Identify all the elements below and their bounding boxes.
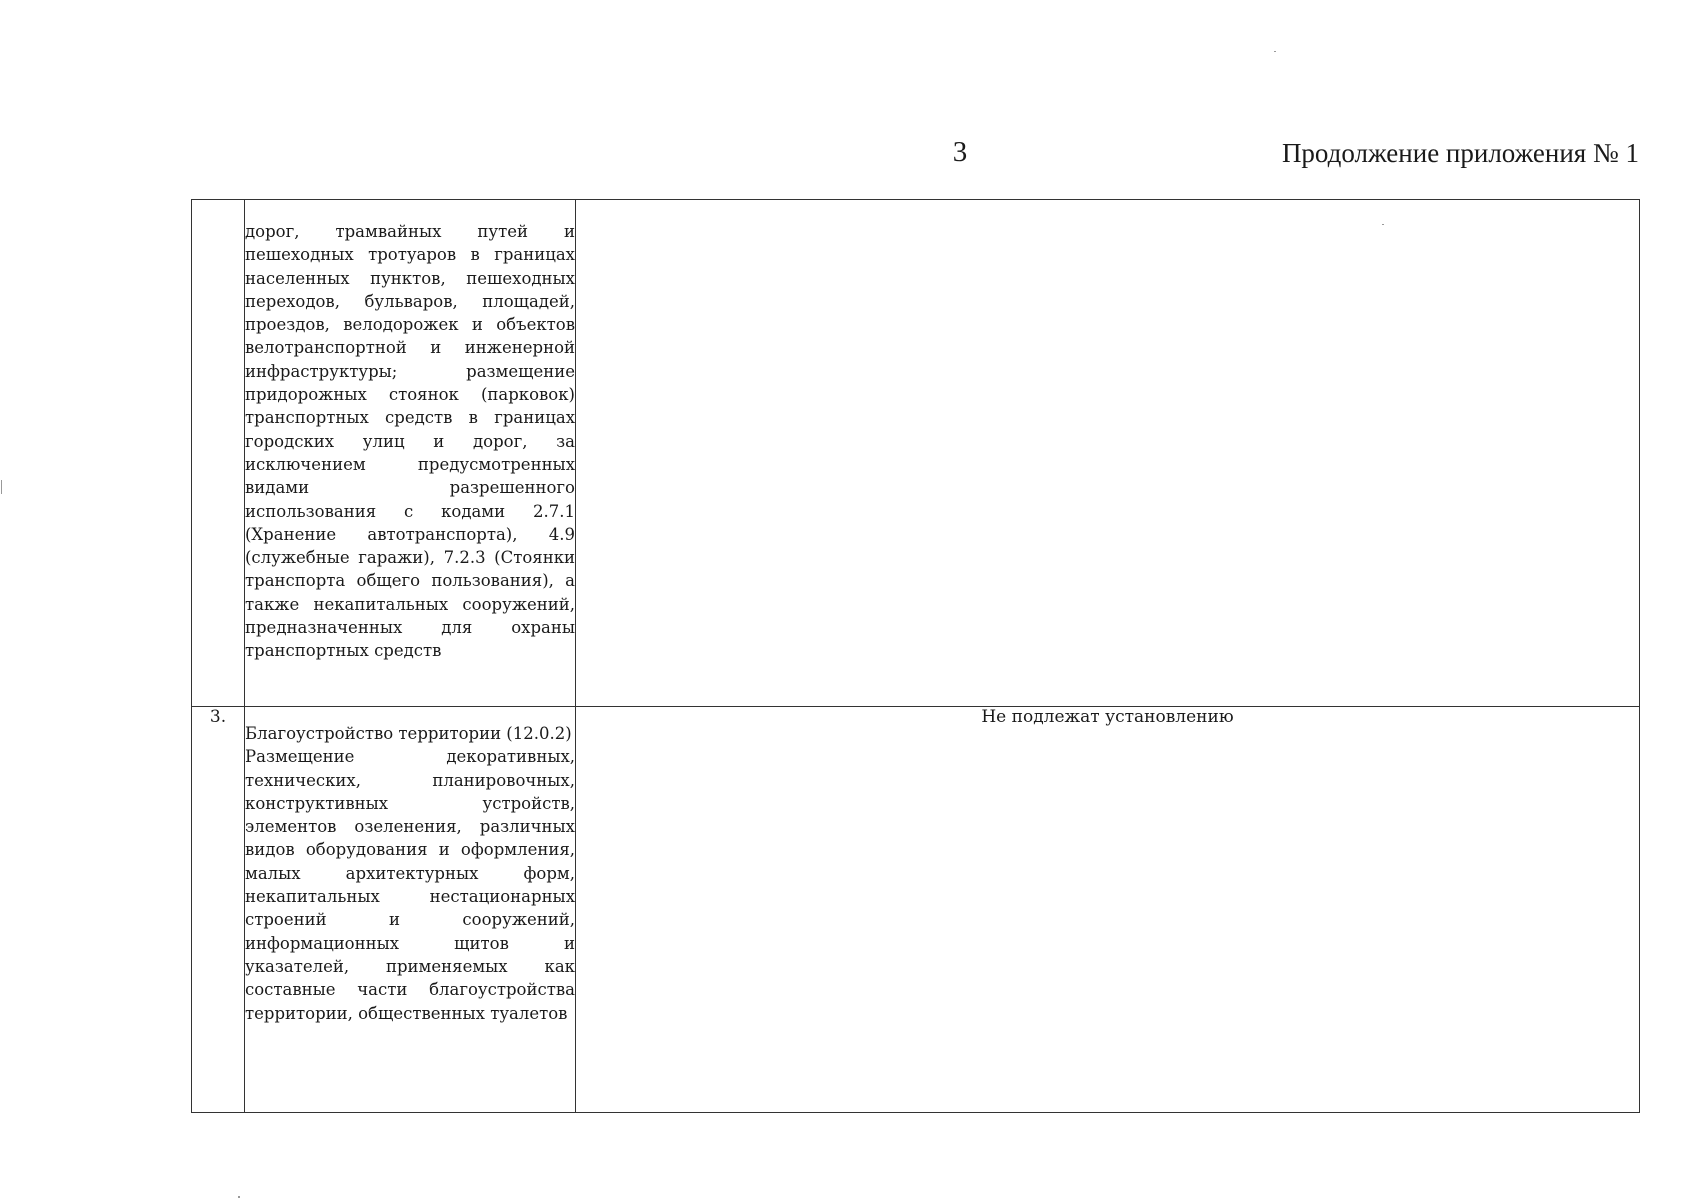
page-number: 3 (952, 136, 968, 168)
land-use-title: Благоустройство территории (12.0.2) (245, 724, 572, 743)
description-text: Размещение декоративных, технических, планировочных, конструктивных устройств, элементов озеленения, различных видов оборудования и оформления, малых архитектурных форм, некапитальных нестационарных строений и сооружений, информационных щитов и указателей, применяемых как составные части благоустройства территории, общественных туалетов (245, 747, 575, 1023)
land-use-description-cell (245, 200, 576, 707)
scan-speck (1274, 51, 1276, 52)
table-row (192, 707, 1640, 1113)
continuation-title: Продолжение приложения № 1 (1281, 138, 1639, 168)
table-row (192, 200, 1640, 707)
scan-speck (1382, 224, 1384, 225)
row-number-cell (192, 200, 245, 707)
scan-speck (1, 480, 2, 494)
land-use-description-cell (245, 707, 576, 1113)
row-number-cell: 3. (192, 707, 245, 1113)
scan-speck (238, 1196, 240, 1198)
parameters-cell (576, 200, 1640, 707)
description-text: дорог, трамвайных путей и пешеходных тротуаров в границах населенных пунктов, пешеходных переходов, бульваров, площадей, проездов, велодорожек и объектов велотранспортной и инженерной инфраструктуры; размещение придорожных стоянок (парковок) транспортных средств в границах городских улиц и дорог, за исключением предусмотренных видами разрешенного использования с кодами 2.7.1 (Хранение автотранспорта), 4.9 (служебные гаражи), 7.2.3 (Стоянки транспорта общего пользования), а также некапитальных сооружений, предназначенных для охраны транспортных средств (245, 222, 575, 661)
regulations-table (191, 199, 1640, 1113)
parameters-cell: Не подлежат установлению (576, 707, 1640, 1113)
